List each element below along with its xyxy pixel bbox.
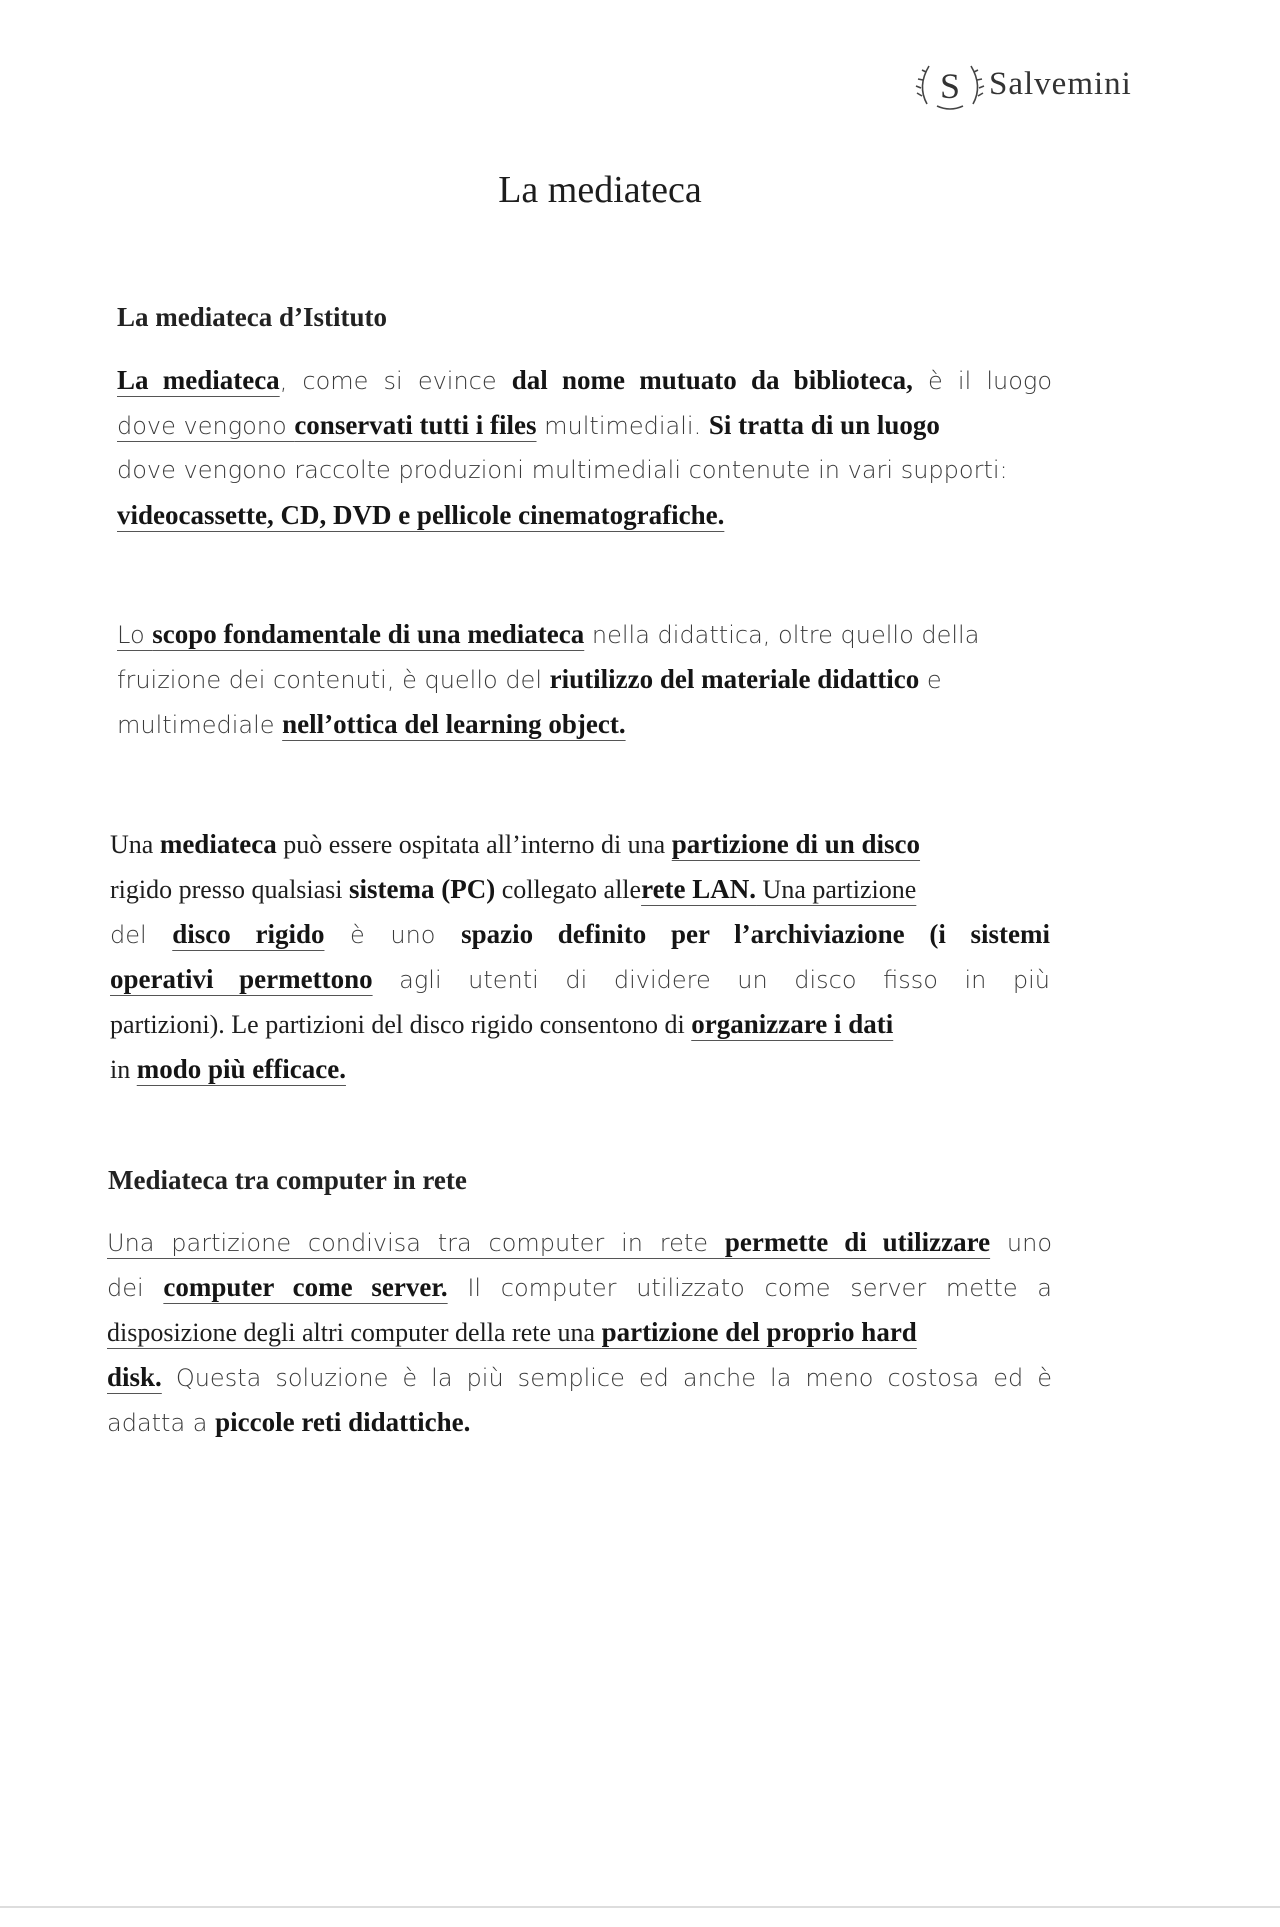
text-bold: conservati tutti i files (294, 410, 537, 440)
text-run: rigido presso qualsiasi (110, 875, 350, 904)
text-run: collegato alle (495, 875, 642, 904)
page-title: La mediateca (498, 169, 702, 211)
text-line (110, 1047, 1050, 1092)
text-run: dove vengono (117, 412, 295, 440)
text-line (107, 1355, 1052, 1400)
text-line (117, 448, 1052, 493)
text-bold: videocassette, CD, DVD e pellicole cinematografiche. (117, 500, 725, 530)
section-heading-computer-in-rete: Mediateca tra computer in rete (108, 1165, 467, 1195)
text-run: Una partizione (756, 875, 917, 904)
text-bold: partizione di un disco (671, 829, 921, 859)
text-run: nella didattica, oltre quello della (584, 621, 980, 649)
text-line (110, 957, 1050, 1002)
text-run: adatta a (107, 1409, 216, 1437)
text-run: agli utenti di dividere un disco fisso in più (372, 966, 1050, 994)
text-bold: sistema (PC) (349, 874, 496, 904)
text-line (117, 657, 1052, 702)
text-line (117, 702, 1052, 747)
text-run: disposizione degli altri computer della rete una (107, 1318, 602, 1347)
section-heading-mediateca-istituto: La mediateca d’Istituto (117, 302, 387, 332)
laurel-wreath-icon (915, 58, 985, 110)
logo-text: Salvemini (989, 65, 1132, 102)
paragraph-scope (117, 612, 1052, 747)
text-run: dove vengono raccolte produzioni multimediali contenute in vari supporti: (117, 456, 1008, 484)
text-run: , come si evince (279, 367, 512, 395)
text-bold: rete LAN. (641, 874, 757, 904)
text-run: multimediale (117, 711, 283, 739)
text-bold: dal nome mutuato da biblioteca, (511, 365, 913, 395)
paragraph-network (107, 1220, 1052, 1445)
text-line (107, 1400, 1052, 1445)
text-bold: disk. (107, 1362, 162, 1392)
logo-mark-letter: S (939, 66, 961, 106)
text-bold: partizione del proprio hard (601, 1317, 917, 1347)
text-bold: Si tratta di un luogo (708, 410, 940, 440)
paragraph-partition (110, 822, 1050, 1092)
text-run: uno (990, 1229, 1053, 1257)
text-bold: riutilizzo del materiale didattico (549, 664, 920, 694)
text-line (110, 822, 1050, 867)
logo (915, 58, 1132, 110)
text-line (117, 493, 1052, 538)
text-run: Lo (117, 621, 153, 649)
text-line (117, 403, 1052, 448)
text-bold: organizzare i dati (691, 1009, 894, 1039)
text-line (107, 1310, 1052, 1355)
text-line (110, 1002, 1050, 1047)
text-bold: modo più efficace. (136, 1054, 346, 1084)
text-bold: La mediateca (117, 365, 280, 395)
paragraph-definition (117, 358, 1052, 538)
text-bold: permette di utilizzare (724, 1227, 991, 1257)
text-line (110, 912, 1050, 957)
text-bold: nell’ottica del learning object. (282, 709, 626, 739)
text-run: Una (110, 830, 160, 859)
text-run: Questa soluzione è la più semplice ed anche la meno costosa ed è (161, 1364, 1052, 1392)
text-bold: computer come server. (163, 1272, 448, 1302)
text-run: fruizione dei contenuti, è quello del (117, 666, 550, 694)
text-run: Il computer utilizzato come server mette a (447, 1274, 1053, 1302)
text-run: è uno (324, 921, 462, 949)
text-bold: scopo fondamentale di una mediateca (152, 619, 585, 649)
page-edge (0, 1906, 1280, 1908)
text-line (117, 612, 1052, 657)
text-run: del (110, 921, 173, 949)
text-bold: operativi permettono (110, 964, 373, 994)
text-run: e (919, 666, 942, 694)
text-run: in (110, 1055, 137, 1084)
text-run: è il luogo (912, 367, 1053, 395)
text-line (107, 1220, 1052, 1265)
text-run: dei (107, 1274, 164, 1302)
text-run: può essere ospitata all’interno di una (276, 830, 672, 859)
text-bold: spazio definito per l’archiviazione (i sistemi (461, 919, 1050, 949)
text-bold: disco rigido (172, 919, 325, 949)
text-bold: mediateca (159, 829, 277, 859)
text-run: multimediali. (536, 412, 709, 440)
text-run: partizioni). Le partizioni del disco rigido consentono di (110, 1010, 692, 1039)
text-line (117, 358, 1052, 403)
text-line (110, 867, 1050, 912)
text-line (107, 1265, 1052, 1310)
text-bold: piccole reti didattiche. (215, 1407, 471, 1437)
text-run: Una partizione condivisa tra computer in rete (107, 1229, 725, 1257)
